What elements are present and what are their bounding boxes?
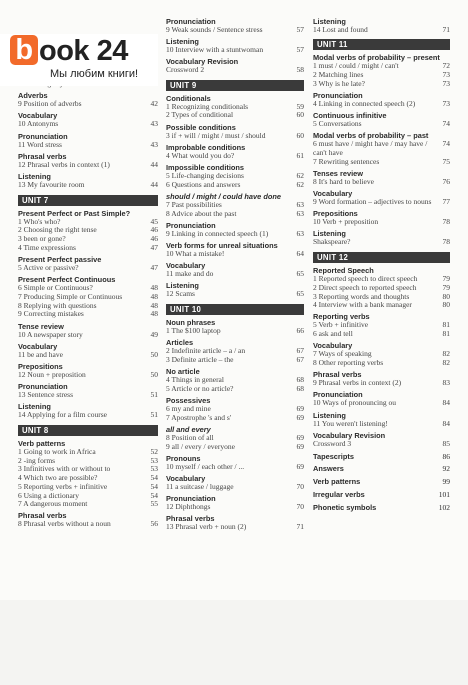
entry-title: 5 Article or no article? xyxy=(166,383,234,393)
page-number: 59 xyxy=(296,101,304,111)
entry-title: 13 Sentence stress xyxy=(18,390,73,400)
section-heading: Vocabulary xyxy=(18,341,58,351)
page-number: 69 xyxy=(296,461,304,471)
page-number: 50 xyxy=(150,369,158,379)
exercise-entry[interactable] xyxy=(166,290,304,299)
entry-title: 1 Going to work in Africa xyxy=(18,447,96,457)
page-number: 44 xyxy=(150,180,158,190)
entry-title: 12 Noun + preposition xyxy=(18,369,86,379)
page-number: 84 xyxy=(442,418,450,428)
section-heading: Improbable conditions xyxy=(166,142,246,152)
exercise-entry[interactable] xyxy=(18,520,158,529)
section-heading: Vocabulary xyxy=(166,474,206,484)
page-number: 83 xyxy=(442,378,450,388)
page-number: 68 xyxy=(296,375,304,385)
section-heading: Vocabulary Revision xyxy=(166,56,239,66)
section-heading: Listening xyxy=(18,172,51,182)
entry-title: 9 all / every / everyone xyxy=(166,441,235,451)
page-number: 76 xyxy=(442,176,450,186)
page-number: 48 xyxy=(150,283,158,293)
section-heading: Reported Speech xyxy=(313,266,374,276)
section-heading: Prepositions xyxy=(18,361,63,371)
back-matter-entry[interactable] xyxy=(313,478,450,487)
section-heading: Tense review xyxy=(18,321,64,331)
entry-title: 10 A newspaper story xyxy=(18,329,83,339)
page-number: 73 xyxy=(442,78,450,88)
page-number: 77 xyxy=(442,197,450,207)
entry-title: 4 Which two are possible? xyxy=(18,473,98,483)
exercise-entry[interactable] xyxy=(18,310,158,319)
entry-title: 6 ask and tell xyxy=(313,329,353,339)
page-number: 102 xyxy=(438,502,450,512)
exercise-entry[interactable] xyxy=(313,301,450,310)
page-number: 58 xyxy=(296,64,304,74)
section-heading: Articles xyxy=(166,338,194,348)
page-number: 101 xyxy=(438,489,450,499)
exercise-entry[interactable] xyxy=(313,218,450,227)
exercise-entry[interactable] xyxy=(18,351,158,360)
exercise-entry[interactable] xyxy=(166,111,304,120)
exercise-entry[interactable] xyxy=(18,244,158,253)
page-number: 55 xyxy=(150,499,158,509)
entry-title: 7 Producing Simple or Continuous xyxy=(18,291,123,301)
entry-title: 7 Apostrophe 's and s' xyxy=(166,412,232,422)
entry-title: 2 Types of conditional xyxy=(166,110,234,120)
page-number: 70 xyxy=(296,482,304,492)
exercise-entry[interactable] xyxy=(18,181,158,190)
section-heading: Prepositions xyxy=(313,209,358,219)
page-number: 50 xyxy=(150,349,158,359)
page-number: 78 xyxy=(442,217,450,227)
page-number: 54 xyxy=(150,481,158,491)
entry-title: 4 Things in general xyxy=(166,375,224,385)
exercise-entry[interactable] xyxy=(313,80,450,89)
unit-header: UNIT 7 xyxy=(18,195,158,206)
page-number: 73 xyxy=(442,69,450,79)
page-number: 65 xyxy=(296,269,304,279)
page-number: 79 xyxy=(442,274,450,284)
page-number: 82 xyxy=(442,349,450,359)
section-heading: Vocabulary xyxy=(313,189,353,199)
page-number: 49 xyxy=(150,329,158,339)
exercise-entry[interactable] xyxy=(166,523,304,532)
entry-title: 12 Phrasal verbs in context (1) xyxy=(18,159,110,169)
column-2 xyxy=(166,14,304,532)
page-number: 69 xyxy=(296,432,304,442)
back-matter-entry[interactable] xyxy=(313,465,450,474)
entry-title: 2 Choosing the right tense xyxy=(18,225,97,235)
page-number: 60 xyxy=(296,110,304,120)
back-matter-entry[interactable] xyxy=(313,491,450,500)
entry-title: 10 Interview with a stuntwoman xyxy=(166,44,264,54)
unit-header: UNIT 8 xyxy=(18,425,158,436)
page-number: 57 xyxy=(296,44,304,54)
entry-title: 6 Simple or Continuous? xyxy=(18,283,93,293)
entry-title: 5 Active or passive? xyxy=(18,263,79,273)
entry-title: 2 Indefinite article – a / an xyxy=(166,346,246,356)
page-number: 74 xyxy=(442,119,450,129)
page-number: 61 xyxy=(296,150,304,160)
page-number: 62 xyxy=(296,170,304,180)
section-heading: Pronunciation xyxy=(166,494,216,504)
entry-title: 3 Why is he late? xyxy=(313,78,365,88)
book24-logo[interactable] xyxy=(0,34,158,86)
page-number: 46 xyxy=(150,234,158,244)
exercise-entry[interactable] xyxy=(18,120,158,129)
section-heading: Pronunciation xyxy=(313,390,363,400)
unit-header: UNIT 12 xyxy=(313,252,450,263)
exercise-entry[interactable] xyxy=(166,463,304,472)
section-heading: Impossible conditions xyxy=(166,162,245,172)
page-number: 74 xyxy=(442,139,450,149)
entry-title: 11 be and have xyxy=(18,349,63,359)
exercise-entry[interactable] xyxy=(166,26,304,35)
exercise-entry[interactable] xyxy=(313,158,450,167)
exercise-entry[interactable] xyxy=(313,100,450,109)
exercise-entry[interactable] xyxy=(166,483,304,492)
entry-title: 11 make and do xyxy=(166,269,214,279)
page-number: 80 xyxy=(442,300,450,310)
page-number: 46 xyxy=(150,225,158,235)
entry-title: Answers xyxy=(313,464,344,474)
entry-title: 11 Word stress xyxy=(18,139,62,149)
exercise-entry[interactable] xyxy=(166,46,304,55)
exercise-entry[interactable] xyxy=(166,503,304,512)
page-number: 99 xyxy=(442,477,450,487)
section-heading: Adverbs xyxy=(18,91,48,101)
section-heading: Pronunciation xyxy=(166,220,216,230)
page-number: 51 xyxy=(150,390,158,400)
section-heading: Noun phrases xyxy=(166,318,216,328)
entry-title: 10 Verb + preposition xyxy=(313,217,379,227)
page-number: 81 xyxy=(442,320,450,330)
page-number: 70 xyxy=(296,502,304,512)
entry-title: 3 been or gone? xyxy=(18,234,66,244)
entry-title: 10 Antonyms xyxy=(18,119,59,129)
entry-title: 9 Correcting mistakes xyxy=(18,309,84,319)
entry-title: 12 Diphthongs xyxy=(166,502,211,512)
entry-title: Irregular verbs xyxy=(313,489,365,499)
entry-title: 1 Who's who? xyxy=(18,216,61,226)
page-number: 67 xyxy=(296,346,304,356)
page-number: 53 xyxy=(150,464,158,474)
section-heading: Listening xyxy=(313,410,346,420)
page-number: 75 xyxy=(442,156,450,166)
entry-title: 10 What a mistake! xyxy=(166,248,225,258)
page-number: 51 xyxy=(150,410,158,420)
entry-title: 4 Time expressions xyxy=(18,242,76,252)
section-heading: Vocabulary Revision xyxy=(313,430,386,440)
page-number: 44 xyxy=(150,159,158,169)
entry-title: 9 Linking in connected speech (1) xyxy=(166,228,269,238)
exercise-entry[interactable] xyxy=(18,161,158,170)
entry-title: 6 Using a dictionary xyxy=(18,490,80,500)
entry-title: 4 Interview with a bank manager xyxy=(313,300,412,310)
page-number: 54 xyxy=(150,473,158,483)
entry-title: 3 if + will / might / must / should xyxy=(166,130,266,140)
entry-title: 3 Reporting words and thoughts xyxy=(313,291,410,301)
section-heading: Pronunciation xyxy=(313,90,363,100)
section-heading: No article xyxy=(166,367,200,377)
page-number: 64 xyxy=(296,248,304,258)
entry-title: 1 The $100 laptop xyxy=(166,326,221,336)
entry-title: 4 Linking in connected speech (2) xyxy=(313,98,416,108)
page-number: 92 xyxy=(442,464,450,474)
section-heading: Reporting verbs xyxy=(313,312,370,322)
section-heading: Vocabulary xyxy=(166,261,206,271)
page-number: 60 xyxy=(296,130,304,140)
section-heading: Listening xyxy=(166,281,199,291)
entry-title: 9 Word formation – adjectives to nouns xyxy=(313,197,432,207)
entry-title: 1 Reported speech to direct speech xyxy=(313,274,418,284)
page-number: 69 xyxy=(296,412,304,422)
page-number: 53 xyxy=(150,455,158,465)
page-number: 69 xyxy=(296,404,304,414)
exercise-entry[interactable] xyxy=(313,359,450,368)
section-heading: Possessives xyxy=(166,396,211,406)
entry-title: Crossword 3 xyxy=(313,438,352,448)
entry-title: 13 Phrasal verb + noun (2) xyxy=(166,522,247,532)
exercise-entry[interactable] xyxy=(18,264,158,273)
section-heading: Continuous infinitive xyxy=(313,111,387,121)
exercise-entry[interactable] xyxy=(166,443,304,452)
section-heading: should / might / could have done xyxy=(166,191,281,201)
section-heading: Listening xyxy=(313,229,346,239)
page-number: 85 xyxy=(442,438,450,448)
page-number: 73 xyxy=(442,98,450,108)
entry-title: 2 Matching lines xyxy=(313,69,364,79)
entry-title: 7 A dangerous moment xyxy=(18,499,88,509)
entry-title: 1 must / could / might / can't xyxy=(313,61,399,71)
section-heading: Verb forms for unreal situations xyxy=(166,240,278,250)
entry-title: 14 Lost and found xyxy=(313,24,368,34)
exercise-entry[interactable] xyxy=(313,140,450,157)
entry-title: 7 Past possibilities xyxy=(166,199,222,209)
entry-title: 11 You weren't listening! xyxy=(313,418,388,428)
exercise-entry[interactable] xyxy=(18,391,158,400)
exercise-entry[interactable] xyxy=(166,414,304,423)
section-heading: Present Perfect Continuous xyxy=(18,275,116,285)
exercise-entry[interactable] xyxy=(166,270,304,279)
exercise-entry[interactable] xyxy=(166,181,304,190)
exercise-entry[interactable] xyxy=(166,210,304,219)
entry-title: 8 Phrasal verbs without a noun xyxy=(18,519,111,529)
page-number: 68 xyxy=(296,383,304,393)
unit-header: UNIT 11 xyxy=(313,39,450,50)
exercise-entry[interactable] xyxy=(313,379,450,388)
back-matter-entry[interactable] xyxy=(313,453,450,462)
entry-title: Shakspeare? xyxy=(313,237,351,247)
page-number: 71 xyxy=(296,522,304,532)
page-number: 47 xyxy=(150,263,158,273)
exercise-entry[interactable] xyxy=(166,250,304,259)
section-heading: Pronunciation xyxy=(18,382,68,392)
page-number: 43 xyxy=(150,119,158,129)
page-number: 69 xyxy=(296,441,304,451)
section-heading: Modal verbs of probability – present xyxy=(313,53,440,63)
entry-title: 5 Life-changing decisions xyxy=(166,170,244,180)
entry-title: 7 Rewriting sentences xyxy=(313,156,380,166)
page-number: 78 xyxy=(442,237,450,247)
section-heading: Phrasal verbs xyxy=(18,151,67,161)
entry-title: 8 Other reporting verbs xyxy=(313,358,384,368)
entry-title: 5 Verb + infinitive xyxy=(313,320,369,330)
page-number: 43 xyxy=(150,139,158,149)
page-number: 62 xyxy=(296,179,304,189)
exercise-entry[interactable] xyxy=(18,500,158,509)
page-number: 67 xyxy=(296,354,304,364)
exercise-entry[interactable] xyxy=(166,132,304,141)
entry-title: 2 -ing forms xyxy=(18,455,56,465)
unit-header: UNIT 10 xyxy=(166,304,304,315)
entry-title: Crossword 2 xyxy=(166,64,205,74)
section-heading: Listening xyxy=(18,402,51,412)
entry-title: 6 Questions and answers xyxy=(166,179,241,189)
page-number: 63 xyxy=(296,228,304,238)
exercise-entry[interactable] xyxy=(166,66,304,75)
section-heading: Listening xyxy=(313,16,346,26)
entry-title: 13 My favourite room xyxy=(18,180,85,190)
entry-title: 10 myself / each other / ... xyxy=(166,461,245,471)
section-heading: Vocabulary xyxy=(18,111,58,121)
page-number: 52 xyxy=(150,447,158,457)
exercise-entry[interactable] xyxy=(18,371,158,380)
column-1 xyxy=(18,80,158,529)
page-number: 86 xyxy=(442,451,450,461)
section-heading: Verb patterns xyxy=(18,439,66,449)
entry-title: 3 Infinitives with or without to xyxy=(18,464,111,474)
page-number: 63 xyxy=(296,208,304,218)
exercise-entry[interactable] xyxy=(313,420,450,429)
entry-title: 2 Direct speech to reported speech xyxy=(313,282,417,292)
entry-title: 8 Position of all xyxy=(166,432,214,442)
exercise-entry[interactable] xyxy=(313,198,450,207)
exercise-entry[interactable] xyxy=(166,230,304,239)
entry-title: 8 Advice about the past xyxy=(166,208,237,218)
page-number: 54 xyxy=(150,490,158,500)
page-number: 72 xyxy=(442,61,450,71)
section-heading: Phrasal verbs xyxy=(166,514,215,524)
exercise-entry[interactable] xyxy=(166,327,304,336)
section-heading: Present Perfect or Past Simple? xyxy=(18,208,131,218)
entry-title: 4 What would you do? xyxy=(166,150,235,160)
exercise-entry[interactable] xyxy=(166,385,304,394)
page-number: 42 xyxy=(150,99,158,109)
entry-title: 7 Ways of speaking xyxy=(313,349,372,359)
section-heading: Phrasal verbs xyxy=(313,370,362,380)
section-heading: Listening xyxy=(166,36,199,46)
entry-title: 8 It's hard to believe xyxy=(313,176,374,186)
entry-title: 6 must have / might have / may have / can't have xyxy=(313,139,428,157)
page-number: 57 xyxy=(296,24,304,34)
entry-title: Phonetic symbols xyxy=(313,502,377,512)
exercise-entry[interactable] xyxy=(18,100,158,109)
page-number: 79 xyxy=(442,282,450,292)
page-number: 84 xyxy=(442,398,450,408)
section-heading: Tenses review xyxy=(313,168,363,178)
section-heading: Pronunciation xyxy=(18,131,68,141)
logo-b-badge: b xyxy=(10,35,38,65)
entry-title: Tapescripts xyxy=(313,451,354,461)
exercise-entry[interactable] xyxy=(18,141,158,150)
exercise-entry[interactable] xyxy=(313,440,450,449)
entry-title: 5 Conversations xyxy=(313,119,362,129)
section-heading: Conditionals xyxy=(166,93,211,103)
back-matter-entry[interactable] xyxy=(313,504,450,513)
entry-title: 14 Applying for a film course xyxy=(18,410,107,420)
section-heading: Present Perfect passive xyxy=(18,255,102,265)
page-number: 71 xyxy=(442,24,450,34)
logo-wordmark: b ook 24 xyxy=(10,35,128,68)
section-heading: all and every xyxy=(166,424,211,434)
entry-title: 12 Scams xyxy=(166,289,195,299)
entry-title: 11 a suitcase / luggage xyxy=(166,482,234,492)
page-number: 82 xyxy=(442,358,450,368)
entry-title: 6 my and mine xyxy=(166,404,211,414)
page-number: 81 xyxy=(442,329,450,339)
unit-header: UNIT 9 xyxy=(166,80,304,91)
section-heading: Phrasal verbs xyxy=(18,511,67,521)
section-heading: Pronunciation xyxy=(166,16,216,26)
page-number: 65 xyxy=(296,289,304,299)
section-heading: Modal verbs of probability – past xyxy=(313,131,429,141)
entry-title: Verb patterns xyxy=(313,477,361,487)
page-number: 80 xyxy=(442,291,450,301)
entry-title: 3 Definite article – the xyxy=(166,354,234,364)
page-number: 48 xyxy=(150,300,158,310)
exercise-entry[interactable] xyxy=(18,411,158,420)
entry-title: 8 Replying with questions xyxy=(18,300,97,310)
page-number: 48 xyxy=(150,309,158,319)
column-3 xyxy=(313,14,450,513)
exercise-entry[interactable] xyxy=(166,356,304,365)
exercise-entry[interactable] xyxy=(313,330,450,339)
exercise-entry[interactable] xyxy=(313,238,450,247)
exercise-entry[interactable] xyxy=(313,26,450,35)
entry-title: 5 Reporting verbs + infinitive xyxy=(18,481,108,491)
entry-title: 10 Ways of pronouncing ou xyxy=(313,398,396,408)
page-number: 47 xyxy=(150,242,158,252)
page-number: 56 xyxy=(150,519,158,529)
page-number: 66 xyxy=(296,326,304,336)
page-number: 48 xyxy=(150,291,158,301)
section-heading: Pronouns xyxy=(166,453,201,463)
exercise-entry[interactable] xyxy=(18,331,158,340)
entry-title: 9 Phrasal verbs in context (2) xyxy=(313,378,402,388)
section-heading: Vocabulary xyxy=(313,341,353,351)
page-number: 45 xyxy=(150,216,158,226)
entry-title: 9 Position of adverbs xyxy=(18,99,82,109)
entry-title: 1 Recognizing conditionals xyxy=(166,101,249,111)
exercise-entry[interactable] xyxy=(313,399,450,408)
exercise-entry[interactable] xyxy=(166,152,304,161)
exercise-entry[interactable] xyxy=(313,178,450,187)
logo-tagline: Мы любим книги! xyxy=(50,68,139,80)
entry-title: 9 Weak sounds / Sentence stress xyxy=(166,24,263,34)
section-heading: Possible conditions xyxy=(166,122,236,132)
page-number: 63 xyxy=(296,199,304,209)
exercise-entry[interactable] xyxy=(313,120,450,129)
